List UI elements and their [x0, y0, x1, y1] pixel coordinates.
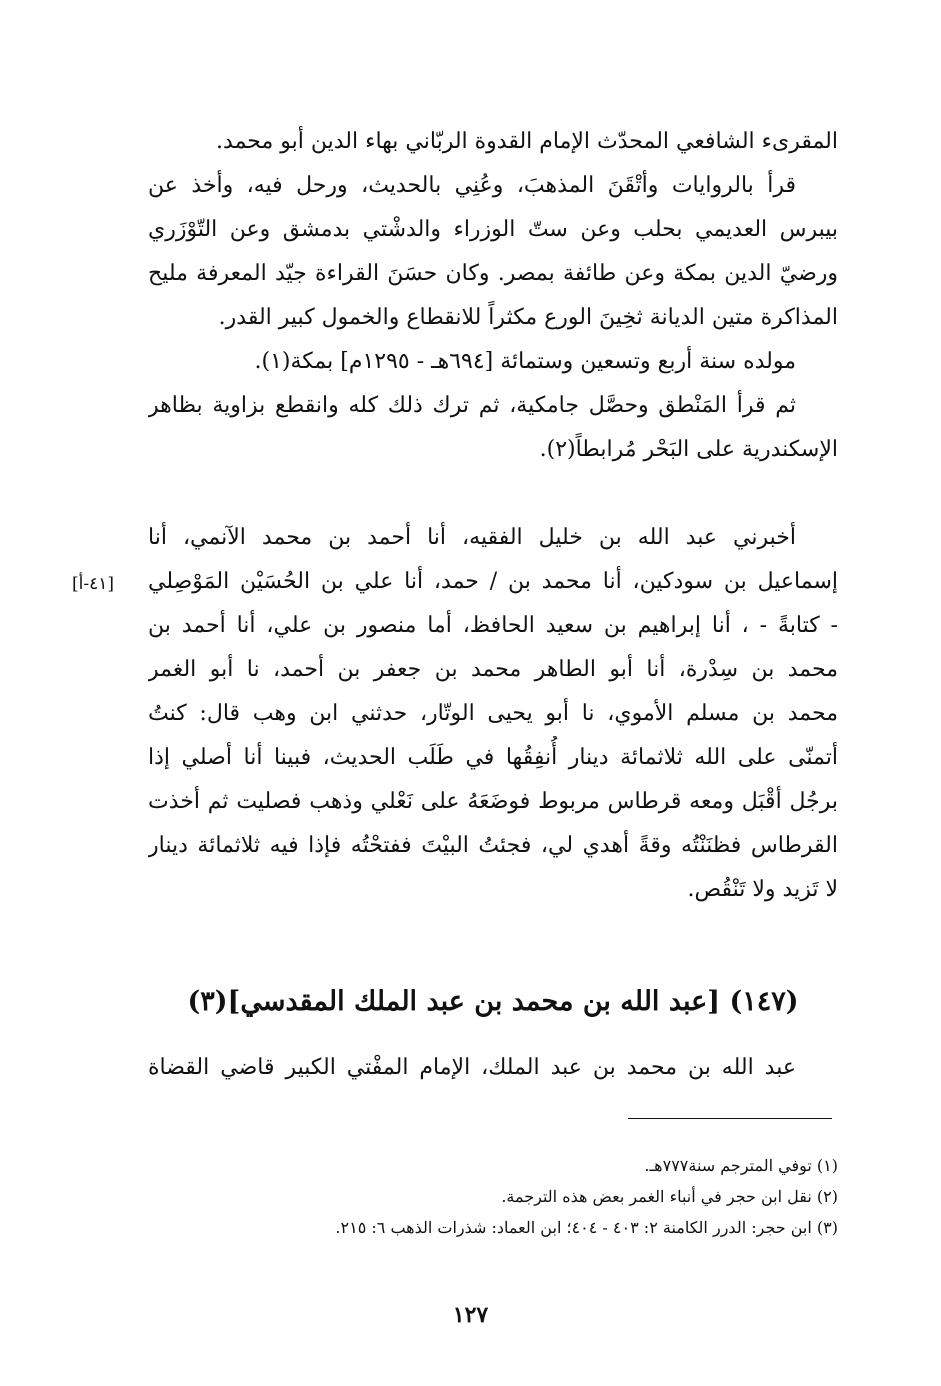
text-line: ورضيّ الدين بمكة وعن طائفة بمصر. وكان حسَنَ القراءة جيّد المعرفة مليح	[148, 261, 838, 286]
text-line: أخبرني عبد الله بن خليل الفقيه، أنا أحمد بن محمد الآنمي، أنا	[148, 525, 796, 550]
text-line: برجُل أقْبَل ومعه قرطاس مربوط فوضَعَهُ على نَعْلي وذهب فصليت ثم أخذت	[148, 789, 838, 814]
text-line: لا تَزيد ولا تَنْقُص.	[687, 877, 838, 902]
text-line: ثم قرأ المَنْطق وحصَّل جامكية، ثم ترك ذلك كله وانقطع بزاوية بظاهر	[148, 393, 796, 418]
footnote: (٢) نقل ابن حجر في أنباء الغمر بعض هذه الترجمة.	[501, 1187, 838, 1206]
text-line: محمد بن مسلم الأموي، نا أبو يحيى الوتّار، حدثني ابن وهب قال: كنتُ	[148, 701, 838, 726]
paragraph-hadith	[148, 516, 838, 912]
text-line: المذاكرة متين الديانة ثخِينَ الورع مكثراً للانقطاع والخمول كبير القدر.	[218, 305, 838, 330]
text-line: مولده سنة أربع وتسعين وستمائة [٦٩٤هـ - ١٢٩٥م] بمكة(١).	[254, 349, 796, 374]
paragraph-biography	[148, 120, 838, 472]
text-line: إسماعيل بن سودكين، أنا محمد بن / حمد، أنا علي بن الحُسَيْن المَوْصِلي	[148, 569, 838, 594]
footnote-divider	[628, 1118, 832, 1119]
manuscript-folio-note: [٤١-أ]	[72, 574, 115, 594]
footnote: (٣) ابن حجر: الدرر الكامنة ٢: ٤٠٣ - ٤٠٤؛ ابن العماد: شذرات الذهب ٦: ٢١٥.	[335, 1218, 838, 1237]
entry-first-line: عبد الله بن محمد بن عبد الملك، الإمام المفْتي الكبير قاضي القضاة	[148, 1055, 796, 1080]
footnotes	[148, 1150, 838, 1243]
text-line: بيبرس العديمي بحلب وعن ستّ الوزراء والدشْتي بدمشق وعن التّوْزَري	[148, 217, 838, 242]
text-line: محمد بن سِدْرة، أنا أبو الطاهر محمد بن جعفر بن أحمد، نا أبو الغمر	[148, 657, 838, 682]
text-line: أتمنّى على الله ثلاثمائة دينار أُنفِقُها في طَلَب الحديث، فبينا أنا أصلي إذا	[148, 745, 838, 770]
entry-heading: (١٤٧) [عبد الله بن محمد بن عبد الملك المقدسي](٣)	[187, 986, 799, 1017]
text-line: قرأ بالروايات وأتْقَنَ المذهبَ، وعُنِي بالحديث، ورحل فيه، وأخذ عن	[148, 173, 796, 198]
text-line: المقرىء الشافعي المحدّث الإمام القدوة الربّاني بهاء الدين أبو محمد.	[216, 129, 838, 154]
footnote: (١) توفي المترجم سنة٧٧٧هـ.	[644, 1156, 838, 1175]
text-line: القرطاس فظنَنْتُه وقةً أهدي لي، فجئتُ البيْتَ ففتحْتُه فإذا فيه ثلاثمائة دينار	[148, 833, 838, 858]
text-line: - كتابةً - ، أنا إبراهيم بن سعيد الحافظ، أما منصور بن علي، أنا أحمد بن	[148, 613, 838, 638]
text-line: الإسكندرية على البَحْر مُرابطاً(٢).	[539, 437, 838, 462]
page-number: ١٢٧	[452, 1302, 489, 1328]
